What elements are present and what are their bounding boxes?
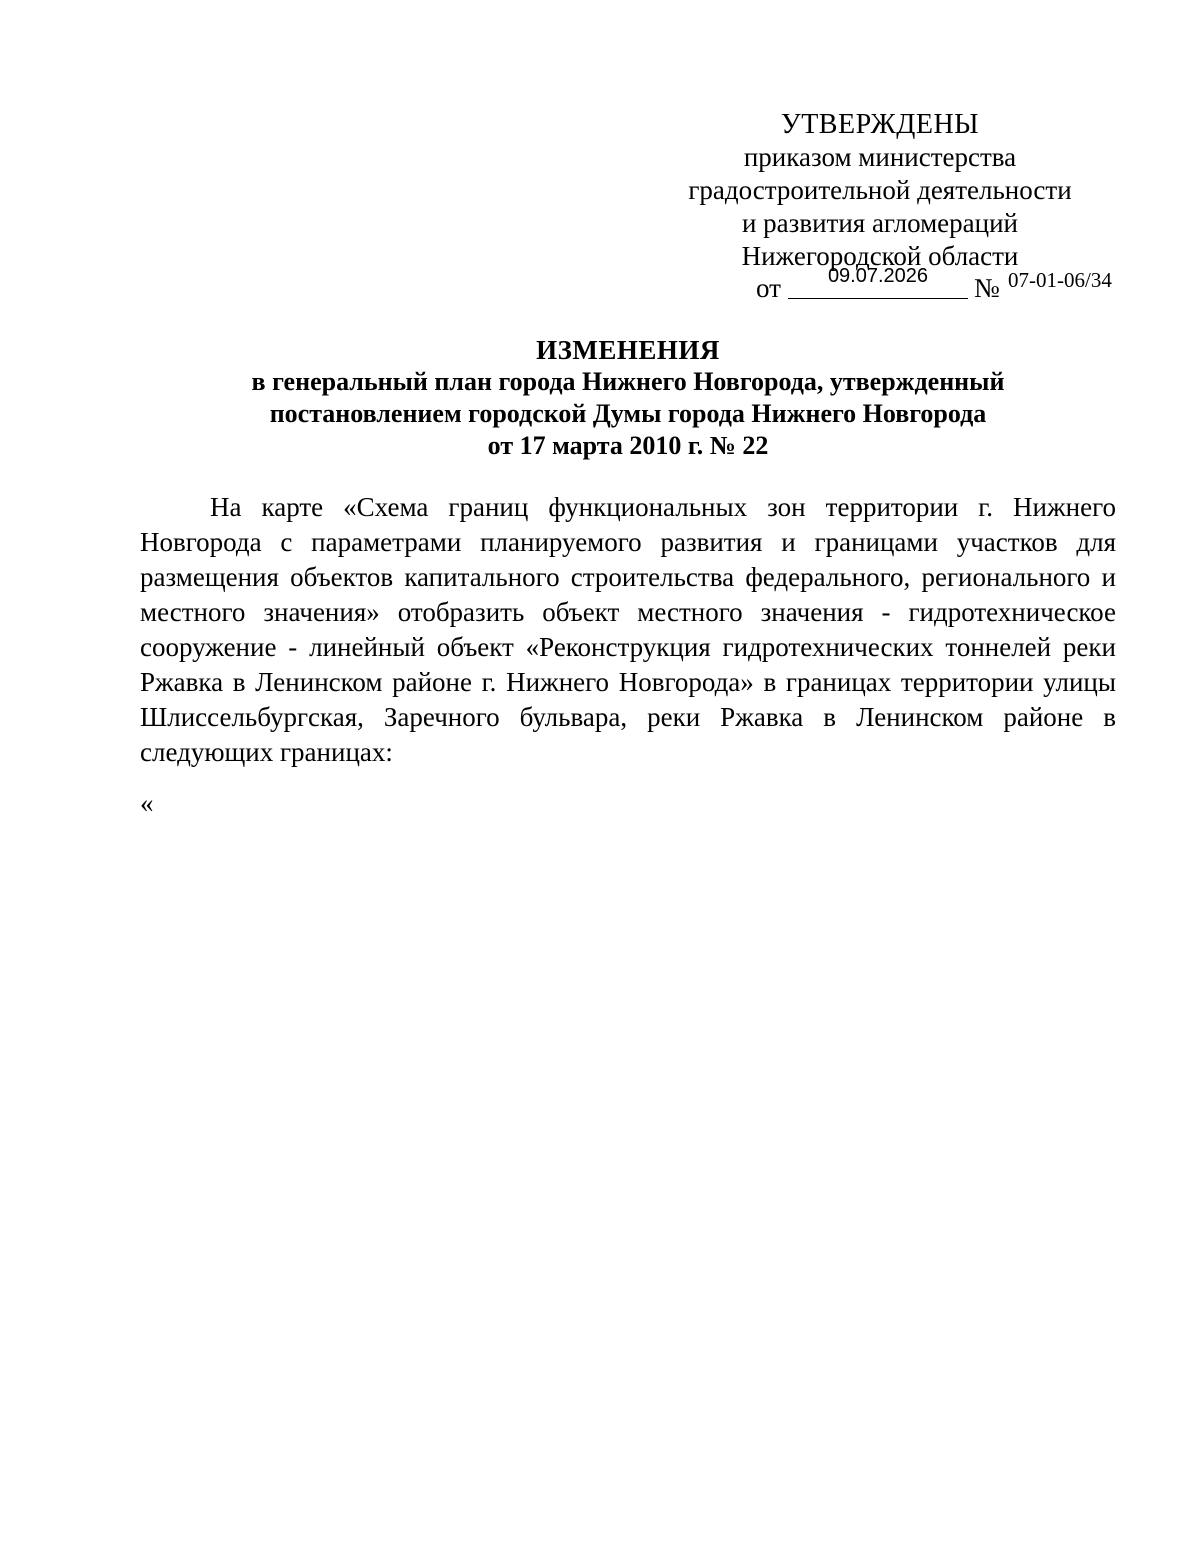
title-line-3: от 17 марта 2010 г. № 22: [487, 431, 769, 460]
number-sign: №: [974, 273, 1000, 303]
trailing-quote-mark: «: [140, 788, 154, 818]
approval-stamp-block: [640, 108, 1120, 273]
title-line-2: постановлением городской Думы города Нижнего Новгорода: [269, 399, 987, 428]
date-prefix: от: [756, 273, 781, 303]
approval-date: 09.07.2026: [788, 262, 968, 299]
order-number: 07-01-06/34: [1008, 268, 1112, 292]
approval-line-3: и развития агломераций: [741, 208, 1018, 238]
approval-date-row: [756, 262, 1136, 302]
document-title: [140, 334, 1116, 462]
approval-line-2: градостроительной деятельности: [688, 175, 1072, 205]
approval-line-4: Нижегородской области: [741, 241, 1019, 271]
title-line-1: в генеральный план города Нижнего Новгорода, утвержденный: [251, 367, 1005, 396]
approval-heading: УТВЕРЖДЕНЫ: [780, 109, 980, 140]
title-main: ИЗМЕНЕНИЯ: [536, 335, 720, 365]
approval-line-1: приказом министерства: [743, 142, 1017, 172]
body-paragraph: На карте «Схема границ функциональных зон территории г. Нижнего Новгорода с параметрами планируемого развития и границами участков для размещения объектов капитального строительства федерального, регионального и местного значения» отобразить объект местного значения - гидротехническое сооружение - линейный объект «Реконструкция гидротехнических тоннелей реки Ржавка в Ленинском районе г. Нижнего Новгорода» в границах территории улицы Шлиссельбургская, Заречного бульвара, реки Ржавка в Ленинском районе в следующих границах:: [140, 492, 1116, 767]
